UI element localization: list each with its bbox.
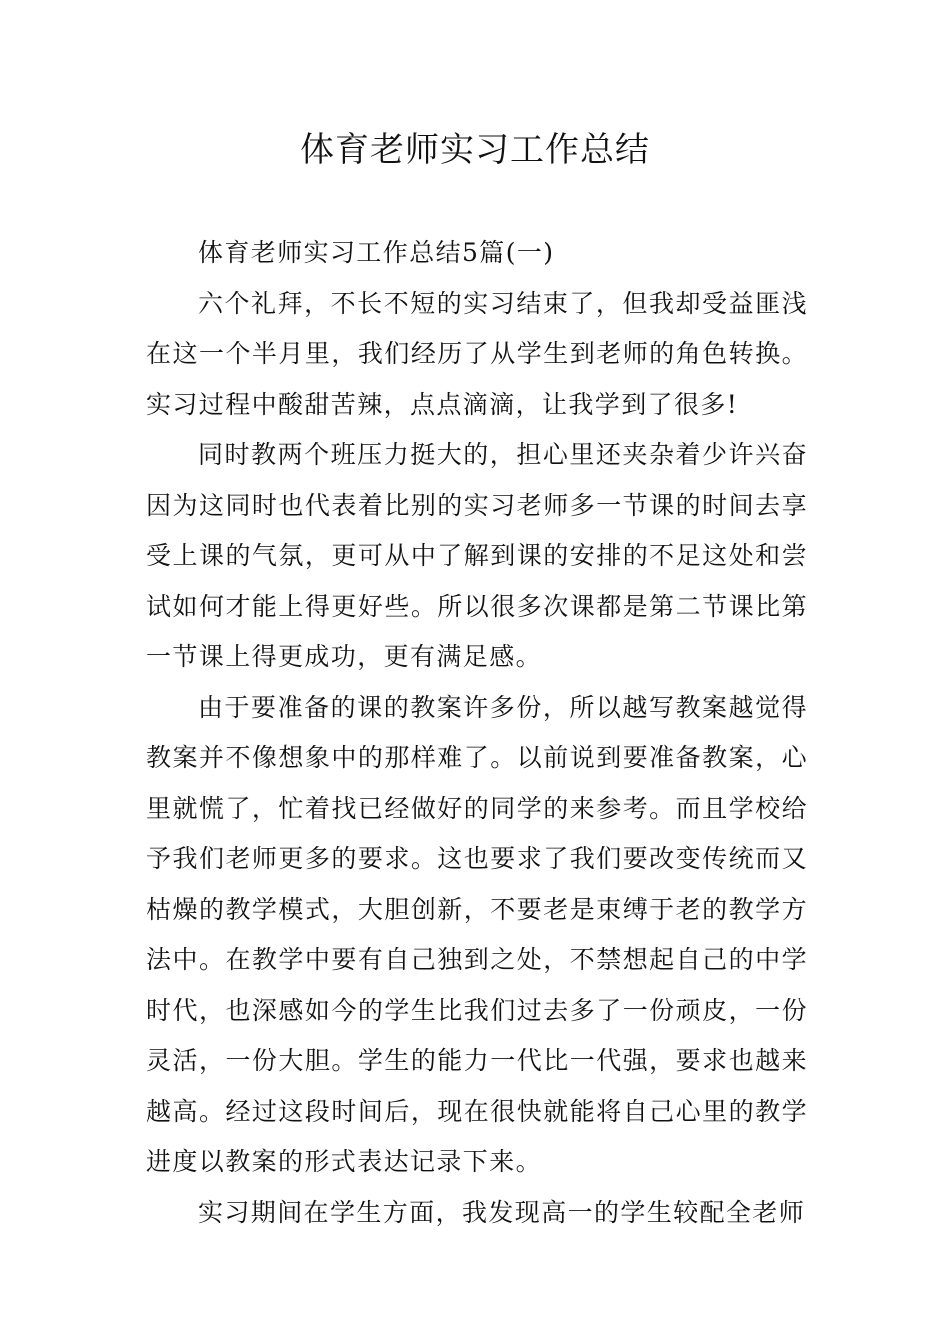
section-heading: 体育老师实习工作总结5篇(一) (198, 238, 555, 267)
document-body (146, 228, 808, 1238)
paragraph-3: 由于要准备的课的教案许多份，所以越写教案越觉得教案并不像想象中的那样难了。以前说到要准备教案，心里就慌了，忙着找已经做好的同学的来参考。而且学校给予我们老师更多的要求。这也要求了我们要改变传统而又枯燥的教学模式，大胆创新，不要老是束缚于老的教学方法中。在教学中要有自己独到之处，不禁想起自己的中学时代，也深感如今的学生比我们过去多了一份顽皮，一份灵活，一份大胆。学生的能力一代比一代强，要求也越来越高。经过这段时间后，现在很快就能将自己心里的教学进度以教案的形式表达记录下来。 (146, 692, 808, 1176)
paragraph-4: 实习期间在学生方面，我发现高一的学生较配全老师 (198, 1197, 806, 1227)
paragraph-2: 同时教两个班压力挺大的，担心里还夹杂着少许兴奋因为这同时也代表着比别的实习老师多一节课的时间去享受上课的气氛，更可从中了解到课的安排的不足这处和尝试如何才能上得更好些。所以很多次课都是第二节课比第一节课上得更成功，更有满足感。 (146, 440, 808, 671)
paragraph-1: 六个礼拜，不长不短的实习结束了，但我却受益匪浅在这一个半月里，我们经历了从学生到老师的角色转换。实习过程中酸甜苦辣，点点滴滴，让我学到了很多! (146, 288, 808, 419)
document-title: 体育老师实习工作总结 (300, 130, 650, 170)
